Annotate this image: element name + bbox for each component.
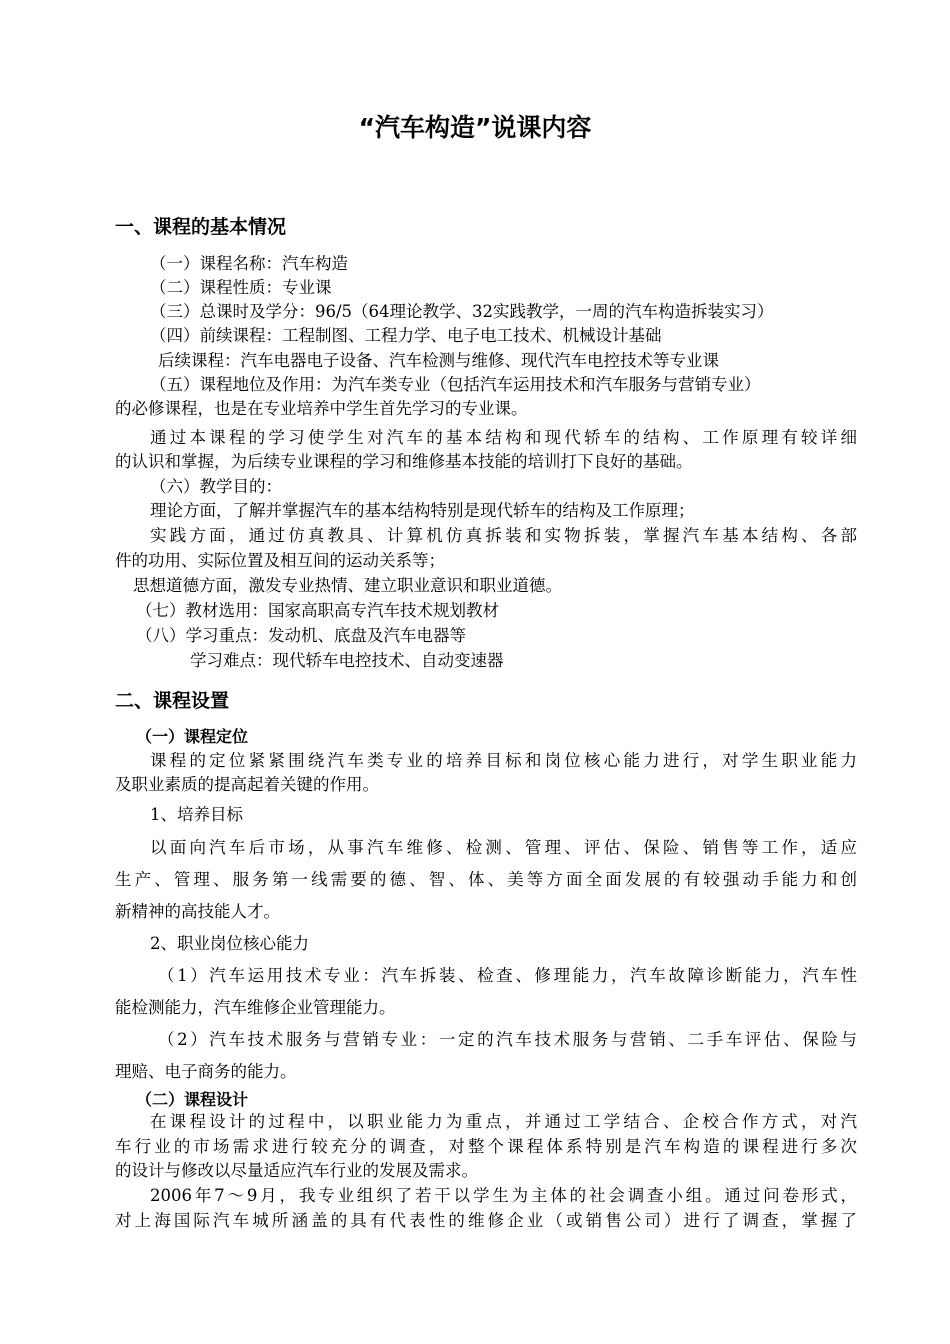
paragraph-line: 的设计与修改以尽量适应汽车行业的发展及需求。 — [115, 1161, 478, 1180]
paragraph-line: （八）学习重点：发动机、底盘及汽车电器等 — [136, 626, 466, 645]
paragraph-line: （四）前续课程：工程制图、工程力学、电子电工技术、机械设计基础 — [150, 326, 662, 345]
paragraph-line: 及职业素质的提高起着关键的作用。 — [115, 775, 379, 794]
paragraph-line: 以面向汽车后市场，从事汽车维修、检测、管理、评估、保险、销售等工作，适应 — [150, 838, 857, 857]
paragraph-line: 思想道德方面，激发专业热情、建立职业意识和职业道德。 — [133, 576, 562, 595]
paragraph-line: （二）课程性质：专业课 — [150, 278, 332, 297]
paragraph-line: 新精神的高技能人才。 — [115, 902, 280, 921]
paragraph-line: 实践方面，通过仿真教具、计算机仿真拆装和实物拆装，掌握汽车基本结构、各部 — [150, 526, 857, 545]
document-title: “汽车构造”说课内容 — [358, 113, 592, 142]
paragraph-line: 的认识和掌握，为后续专业课程的学习和维修基本技能的培训打下良好的基础。 — [115, 452, 693, 471]
subsection-heading-design: （二）课程设计 — [136, 1090, 249, 1109]
paragraph-line: 能检测能力，汽车维修企业管理能力。 — [115, 998, 396, 1017]
paragraph-line: （五）课程地位及作用：为汽车类专业（包括汽车运用技术和汽车服务与营销专业） — [150, 375, 761, 394]
paragraph-line: 件的功用、实际位置及相互间的运动关系等； — [115, 551, 445, 570]
paragraph-line: 课程的定位紧紧围绕汽车类专业的培养目标和岗位核心能力进行，对学生职业能力 — [150, 751, 857, 770]
paragraph-line: 2006年7～9月，我专业组织了若干以学生为主体的社会调查小组。通过问卷形式， — [150, 1186, 857, 1205]
paragraph-line: 对上海国际汽车城所涵盖的具有代表性的维修企业（或销售公司）进行了调查，掌握了 — [115, 1211, 857, 1230]
paragraph-line: 1、培养目标 — [150, 805, 243, 824]
paragraph-line: 生产、管理、服务第一线需要的德、智、体、美等方面全面发展的有较强动手能力和创 — [115, 870, 857, 889]
paragraph-line: 后续课程：汽车电器电子设备、汽车检测与维修、现代汽车电控技术等专业课 — [158, 351, 719, 370]
paragraph-line: （一）课程名称：汽车构造 — [150, 254, 348, 273]
paragraph-line: 理论方面，了解并掌握汽车的基本结构特别是现代轿车的结构及工作原理； — [150, 501, 695, 520]
paragraph-line: 通过本课程的学习使学生对汽车的基本结构和现代轿车的结构、工作原理有较详细 — [150, 428, 857, 447]
paragraph-line: （七）教材选用：国家高职高专汽车技术规划教材 — [136, 601, 499, 620]
paragraph-line: （1）汽车运用技术专业：汽车拆装、检查、修理能力，汽车故障诊断能力，汽车性 — [158, 966, 857, 985]
paragraph-line: 理赔、电子商务的能力。 — [115, 1062, 297, 1081]
paragraph-line: 在课程设计的过程中，以职业能力为重点，并通过工学结合、企校合作方式，对汽 — [150, 1112, 857, 1131]
paragraph-line: 学习难点：现代轿车电控技术、自动变速器 — [190, 651, 504, 670]
paragraph-line: （2）汽车技术服务与营销专业：一定的汽车技术服务与营销、二手车评估、保险与 — [158, 1030, 857, 1049]
paragraph-line: 的必修课程，也是在专业培养中学生首先学习的专业课。 — [115, 399, 528, 418]
subsection-heading-positioning: （一）课程定位 — [136, 727, 249, 746]
section-heading-course-setup: 二、课程设置 — [115, 690, 230, 712]
section-heading-basic-info: 一、课程的基本情况 — [115, 216, 287, 238]
paragraph-line: 车行业的市场需求进行较充分的调查，对整个课程体系特别是汽车构造的课程进行多次 — [115, 1137, 857, 1156]
paragraph-line: （三）总课时及学分：96/5（64理论教学、32实践教学，一周的汽车构造拆装实习） — [150, 302, 774, 321]
paragraph-line: 2、职业岗位核心能力 — [150, 934, 309, 953]
paragraph-line: （六）教学目的： — [150, 477, 282, 496]
